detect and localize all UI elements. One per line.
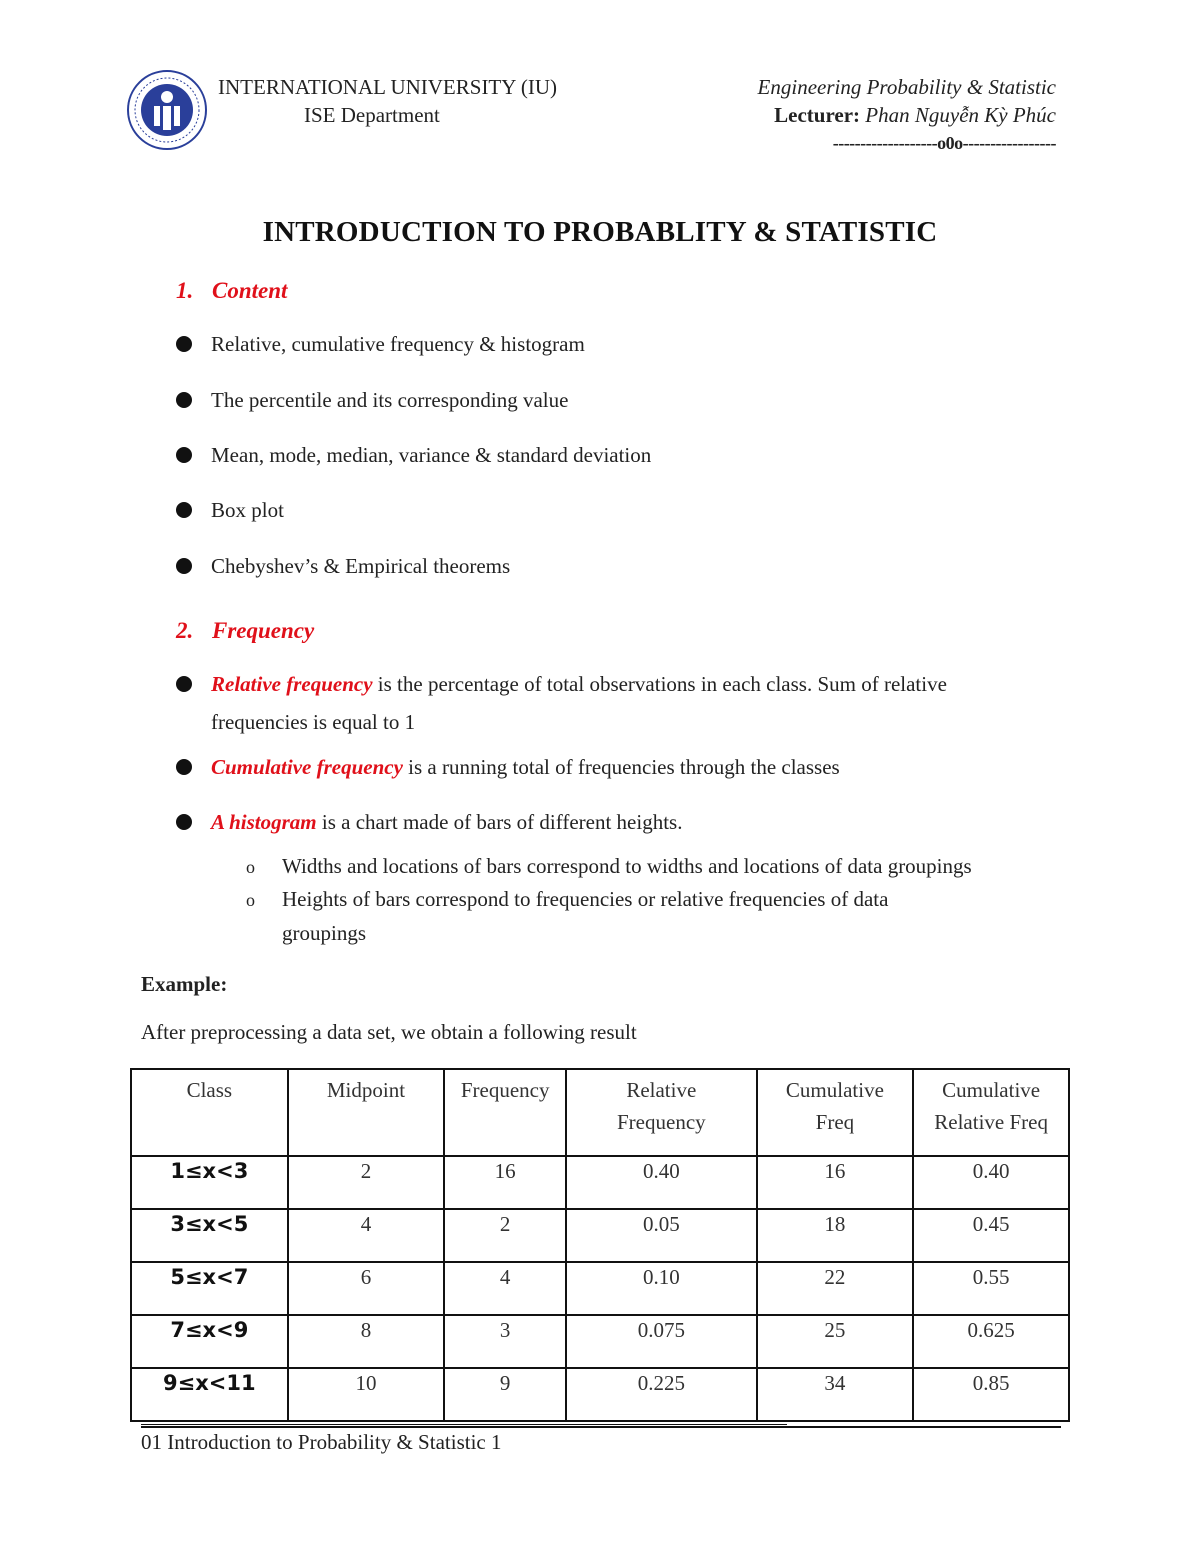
cell-cumulative-freq: 34 bbox=[757, 1368, 914, 1421]
table-row bbox=[131, 1262, 1069, 1315]
section-1-title: Content bbox=[212, 278, 288, 303]
table-row bbox=[131, 1209, 1069, 1262]
cell-midpoint: 8 bbox=[288, 1315, 445, 1368]
column-header-frequency: Frequency bbox=[444, 1069, 566, 1156]
column-header-class: Class bbox=[131, 1069, 288, 1156]
table-row bbox=[131, 1315, 1069, 1368]
list-item: Relative, cumulative frequency & histogram bbox=[176, 325, 1056, 363]
footer-rule bbox=[141, 1426, 1061, 1428]
section-1-heading bbox=[176, 278, 287, 304]
cell-frequency: 9 bbox=[444, 1368, 566, 1421]
cell-midpoint: 6 bbox=[288, 1262, 445, 1315]
bullet-icon bbox=[176, 759, 192, 775]
cell-cumulative-relative-freq: 0.45 bbox=[913, 1209, 1069, 1262]
footer-divider bbox=[141, 1424, 787, 1425]
bullet-icon bbox=[176, 336, 192, 352]
lecturer-label: Lecturer: bbox=[774, 103, 861, 127]
bullet-icon bbox=[176, 392, 192, 408]
table-row bbox=[131, 1156, 1069, 1209]
cell-frequency: 2 bbox=[444, 1209, 566, 1262]
cell-relative-frequency: 0.10 bbox=[566, 1262, 756, 1315]
cell-midpoint: 2 bbox=[288, 1156, 445, 1209]
list-item: Chebyshev’s & Empirical theorems bbox=[176, 547, 1056, 585]
cell-relative-frequency: 0.075 bbox=[566, 1315, 756, 1368]
cell-midpoint: 4 bbox=[288, 1209, 445, 1262]
bullet-icon bbox=[176, 502, 192, 518]
section-2-title: Frequency bbox=[212, 618, 315, 643]
sub-list-item: o Heights of bars correspond to frequencies or relative frequencies of data groupings bbox=[246, 883, 1066, 950]
column-header-cumulative-freq: Cumulative Freq bbox=[757, 1069, 914, 1156]
cell-class: 1≤x<3 bbox=[131, 1156, 288, 1209]
section-2-number: 2. bbox=[176, 618, 194, 643]
cell-frequency: 16 bbox=[444, 1156, 566, 1209]
bullet-icon bbox=[176, 814, 192, 830]
cell-frequency: 3 bbox=[444, 1315, 566, 1368]
header-right bbox=[680, 73, 1056, 157]
cell-relative-frequency: 0.225 bbox=[566, 1368, 756, 1421]
header-left bbox=[218, 73, 618, 129]
list-item-cumulative-frequency: Cumulative frequency is a running total of frequencies through the classes bbox=[176, 748, 1056, 786]
department-name: ISE Department bbox=[304, 103, 440, 127]
list-item: Box plot bbox=[176, 491, 1056, 529]
list-item: Mean, mode, median, variance & standard deviation bbox=[176, 436, 1056, 474]
cell-frequency: 4 bbox=[444, 1262, 566, 1315]
section-2-heading bbox=[176, 618, 314, 644]
column-header-cumulative-relative-freq: Cumulative Relative Freq bbox=[913, 1069, 1069, 1156]
university-logo bbox=[126, 69, 208, 151]
cell-midpoint: 10 bbox=[288, 1368, 445, 1421]
table-header-row bbox=[131, 1069, 1069, 1156]
list-item-relative-frequency: Relative frequency is the percentage of total observations in each class. Sum of relative frequencies is equal to 1 bbox=[176, 665, 1056, 741]
frequency-table bbox=[130, 1068, 1070, 1422]
cell-cumulative-freq: 22 bbox=[757, 1262, 914, 1315]
lecturer-name: Phan Nguyễn Kỳ Phúc bbox=[865, 103, 1056, 127]
page-title: INTRODUCTION TO PROBABLITY & STATISTIC bbox=[262, 216, 938, 248]
term-histogram: A histogram bbox=[211, 810, 317, 834]
bullet-icon bbox=[176, 447, 192, 463]
cell-relative-frequency: 0.40 bbox=[566, 1156, 756, 1209]
list-item-histogram: A histogram is a chart made of bars of different heights. bbox=[176, 803, 1056, 841]
term-cumulative-frequency: Cumulative frequency bbox=[211, 755, 403, 779]
cell-relative-frequency: 0.05 bbox=[566, 1209, 756, 1262]
cell-cumulative-relative-freq: 0.55 bbox=[913, 1262, 1069, 1315]
page-footer: 01 Introduction to Probability & Statistic 1 bbox=[141, 1430, 502, 1454]
column-header-relative-frequency: Relative Frequency bbox=[566, 1069, 756, 1156]
sub-bullet-icon: o bbox=[246, 890, 255, 910]
example-intro: After preprocessing a data set, we obtain a following result bbox=[141, 1020, 637, 1044]
bullet-icon bbox=[176, 558, 192, 574]
list-item: The percentile and its corresponding value bbox=[176, 381, 1056, 419]
cell-class: 3≤x<5 bbox=[131, 1209, 288, 1262]
cell-class: 7≤x<9 bbox=[131, 1315, 288, 1368]
cell-class: 5≤x<7 bbox=[131, 1262, 288, 1315]
cell-cumulative-freq: 18 bbox=[757, 1209, 914, 1262]
cell-cumulative-relative-freq: 0.85 bbox=[913, 1368, 1069, 1421]
sub-list-item: o Widths and locations of bars correspond to widths and locations of data groupings bbox=[246, 850, 1066, 884]
sub-bullet-icon: o bbox=[246, 857, 255, 877]
header-separator: -------------------o0o----------------- bbox=[832, 133, 1056, 153]
column-header-midpoint: Midpoint bbox=[288, 1069, 445, 1156]
university-name: INTERNATIONAL UNIVERSITY (IU) bbox=[218, 75, 558, 99]
cell-cumulative-relative-freq: 0.40 bbox=[913, 1156, 1069, 1209]
cell-cumulative-freq: 16 bbox=[757, 1156, 914, 1209]
table-row bbox=[131, 1368, 1069, 1421]
lecturer-line bbox=[680, 101, 1056, 129]
example-label: Example: bbox=[141, 972, 228, 996]
cell-cumulative-freq: 25 bbox=[757, 1315, 914, 1368]
cell-cumulative-relative-freq: 0.625 bbox=[913, 1315, 1069, 1368]
bullet-icon bbox=[176, 676, 192, 692]
course-name: Engineering Probability & Statistic bbox=[757, 75, 1056, 99]
section-1-number: 1. bbox=[176, 278, 194, 303]
cell-class: 9≤x<11 bbox=[131, 1368, 288, 1421]
term-relative-frequency: Relative frequency bbox=[211, 672, 373, 696]
